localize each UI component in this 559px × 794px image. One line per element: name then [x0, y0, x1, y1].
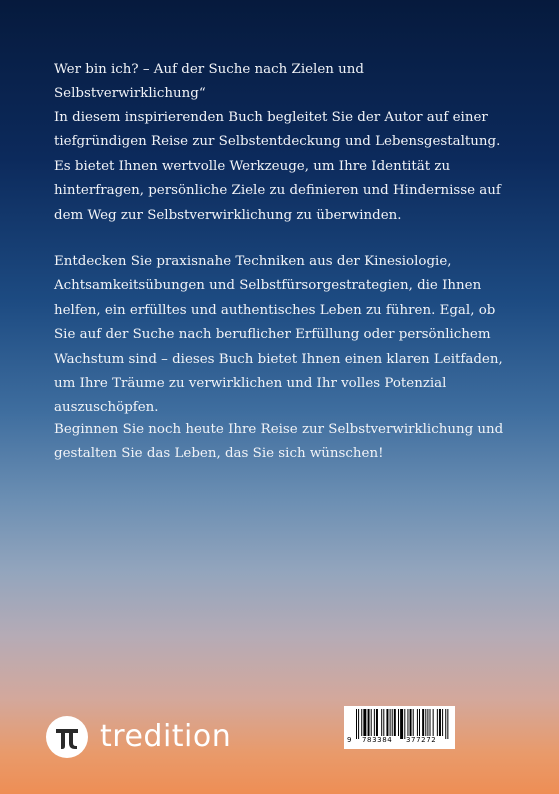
tredition-logo-icon — [46, 716, 88, 758]
description-paragraph-3 — [54, 418, 514, 467]
description-paragraph-1 — [54, 106, 514, 228]
barcode-right-digits: 377272 — [406, 736, 437, 744]
paragraph-3-text: Beginnen Sie noch heute Ihre Reise zur Selbstverwirklichung und gestalten Sie das Leben, das Sie sich wünschen! — [54, 422, 504, 462]
barcode-first-digit: 9 — [347, 736, 352, 744]
tagline — [54, 58, 514, 107]
barcode-digits — [344, 736, 455, 747]
tagline-text: Wer bin ich? – Auf der Suche nach Zielen und Selbstverwirklichung“ — [54, 62, 364, 102]
publisher-name: tredition — [100, 719, 232, 754]
barcode-left-digits: 783384 — [362, 736, 393, 744]
paragraph-1-text: In diesem inspirierenden Buch begleitet Sie der Autor auf einer tiefgründigen Reise zur Selbstentdeckung und Lebensgestaltung. Es bietet Ihnen wertvolle Werkzeuge, um Ihre Identität zu hinterfragen, persönliche Ziele zu definieren und Hindernisse auf dem Weg zur Selbstverwirklichung zu überwinden. — [54, 110, 501, 223]
paragraph-2-text: Entdecken Sie praxisnahe Techniken aus der Kinesiologie, Achtsamkeitsübungen und Selbstfürsorgestrategien, die Ihnen helfen, ein erfülltes und authentisches Leben zu führen. Egal, ob Sie auf der Suche nach beruflicher Erfüllung oder persönlichem Wachstum sind – dieses Buch bietet Ihnen einen klaren Leitfaden, um Ihre Träume zu verwirklichen und Ihr volles Potenzial auszuschöpfen. — [54, 254, 503, 416]
isbn-barcode — [344, 706, 455, 749]
publisher-logo — [46, 714, 231, 760]
description-paragraph-2 — [54, 250, 514, 421]
